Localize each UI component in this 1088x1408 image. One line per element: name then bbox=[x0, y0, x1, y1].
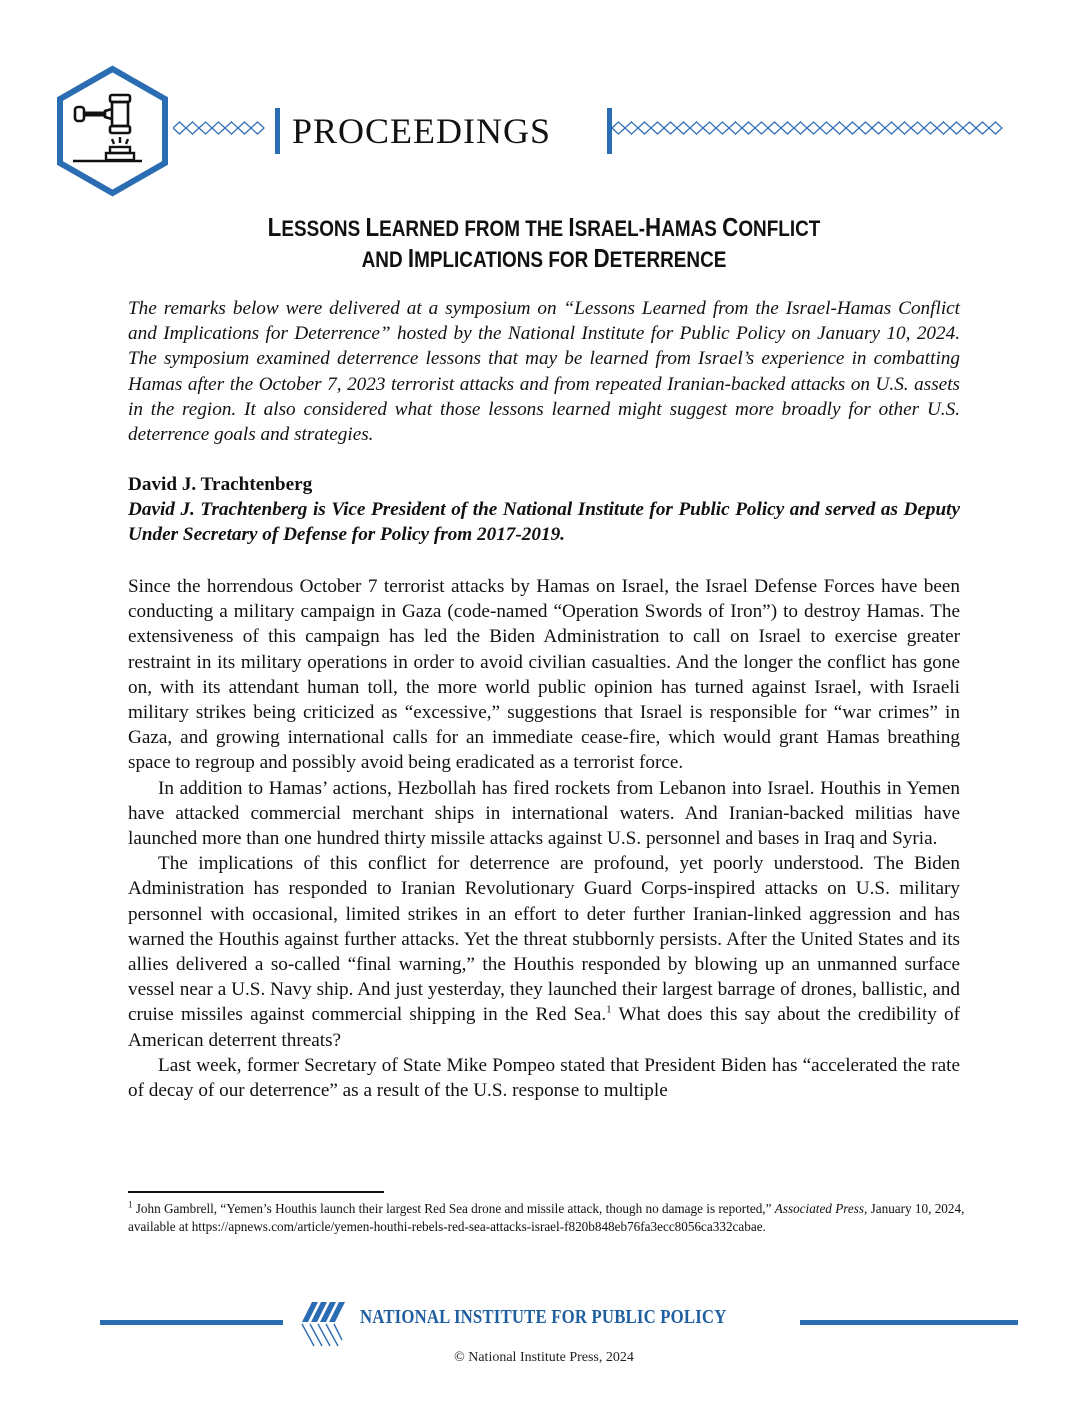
author-bio: David J. Trachtenberg is Vice President of the National Institute for Public Policy and served as Deputy Under Secretary of Defense for Policy from 2017-2019. bbox=[128, 499, 960, 546]
footnote-divider bbox=[128, 1191, 384, 1193]
diamond bbox=[924, 122, 937, 134]
gavel-icon bbox=[55, 65, 170, 197]
diamond bbox=[768, 122, 781, 134]
footer-rule-right bbox=[800, 1320, 1018, 1325]
diamond bbox=[781, 122, 794, 134]
diamond bbox=[703, 122, 716, 134]
document-title-line-2: AND IMPLICATIONS FOR DETERRENCE bbox=[361, 243, 727, 273]
body-text: The implications of this conflict for deterrence are profound, yet poorly understood. The Biden Administration has responded to Iranian Revolutionary Guard Corps-inspired attacks on U.S. military personnel with occasional, limited strikes in an effort to deter further Iranian-linked aggression and has warned the Houthis against further attacks. Yet the threat stubbornly persists. After the United States and its allies delivered a so-called “final warning,” the Houthis responded by blowing up an unmanned surface vessel near a U.S. Navy ship. And just yesterday, they launched their largest barrage of drones, ballistic, and cruise missiles against commercial shipping in the Red Sea. bbox=[128, 853, 960, 1026]
diamond bbox=[212, 122, 225, 134]
diamond bbox=[872, 122, 885, 134]
intro-paragraph: The remarks below were delivered at a symposium on “Lessons Learned from the Israel-Hamas Conflict and Implications for Deterrence” hosted by the National Institute for Public Policy on January 10, 2024. The symposium examined deterrence lessons that may be learned from Israel’s experience in combatting Hamas after the October 7, 2023 terrorist attacks and from repeated Iranian-backed attacks on U.S. assets in the region. It also considered what those lessons learned might suggest more broadly for other U.S. deterrence goals and strategies. bbox=[128, 298, 960, 446]
diamond bbox=[173, 122, 186, 134]
diamond bbox=[238, 122, 251, 134]
footnote-source: Associated Press bbox=[774, 1201, 865, 1216]
diamond bbox=[807, 122, 820, 134]
diamond bbox=[950, 122, 963, 134]
diamond-chain-right bbox=[612, 121, 1012, 135]
diamond bbox=[911, 122, 924, 134]
diamond bbox=[612, 122, 625, 134]
diamond bbox=[820, 122, 833, 134]
diamond-chain-left bbox=[173, 121, 274, 135]
footnote-text: John Gambrell, “Yemen’s Houthis launch their largest Red Sea drone and missile attack, though no damage is reported,” bbox=[132, 1201, 775, 1216]
diamond bbox=[664, 122, 677, 134]
footnote-ref[interactable]: 1 bbox=[606, 1004, 612, 1017]
document-title-line-1: LESSONS LEARNED FROM THE ISRAEL-HAMAS CONFLICT bbox=[267, 212, 821, 242]
diamond bbox=[859, 122, 872, 134]
footnote bbox=[128, 1200, 968, 1236]
body-paragraph: Since the horrendous October 7 terrorist attacks by Hamas on Israel, the Israel Defense Forces have been conducting a military campaign in Gaza (code-named “Operation Swords of Iron”) to destroy Hamas. The extensiveness of this campaign has led the Biden Administration to call on Israel to exercise greater restraint in its military operations in order to avoid civilian casualties. And the longer the conflict has gone on, with its attendant human toll, the more world public opinion has turned against Israel, with Israeli military strikes being criticized as “excessive,” suggestions that Israel is responsible for “war crimes” in Gaza, and growing international calls for an immediate cease-fire, which would grant Hamas breathing space to regroup and possibly avoid being eradicated as a terrorist force. bbox=[128, 576, 960, 774]
diamond bbox=[716, 122, 729, 134]
diamond bbox=[755, 122, 768, 134]
diamond bbox=[225, 122, 238, 134]
diamond bbox=[963, 122, 976, 134]
diamond bbox=[937, 122, 950, 134]
diamond bbox=[186, 122, 199, 134]
body-paragraph bbox=[128, 851, 960, 1053]
diamond bbox=[199, 122, 212, 134]
diamond bbox=[885, 122, 898, 134]
diamond bbox=[690, 122, 703, 134]
diamond bbox=[251, 122, 264, 134]
body-text: What does this say about the credibility of American deterrent threats? bbox=[128, 1004, 960, 1051]
diamond bbox=[833, 122, 846, 134]
banner-bar-left bbox=[275, 108, 280, 154]
body-paragraph: Last week, former Secretary of State Mike Pompeo stated that President Biden has “accelerated the rate of decay of our deterrence” as a result of the U.S. response to multiple bbox=[128, 1054, 960, 1102]
author-name: David J. Trachtenberg bbox=[128, 474, 313, 495]
banner-label: PROCEEDINGS bbox=[292, 111, 552, 151]
footnote-link[interactable]: , January 10, 2024, available at https://apnews.com/article/yemen-houthi-rebels-red-sea-attacks-israel-f820b848eb76fa3ecc8056ca332cabae. bbox=[128, 1201, 965, 1234]
diamond bbox=[976, 122, 989, 134]
copyright: © National Institute Press, 2024 bbox=[454, 1350, 634, 1365]
diamond bbox=[794, 122, 807, 134]
diamond bbox=[638, 122, 651, 134]
diamond bbox=[898, 122, 911, 134]
diamond bbox=[677, 122, 690, 134]
diamond bbox=[989, 122, 1002, 134]
diamond bbox=[846, 122, 859, 134]
article-body bbox=[128, 574, 960, 1103]
body-paragraph: In addition to Hamas’ actions, Hezbollah has fired rockets from Lebanon into Israel. Houthis in Yemen have attacked commercial merchant ships in international waters. And Iranian-backed militias have launched more than one hundred thirty missile attacks against U.S. personnel and bases in Iraq and Syria. bbox=[128, 777, 960, 850]
institute-name: NATIONAL INSTITUTE FOR PUBLIC POLICY bbox=[360, 1307, 727, 1328]
diamond bbox=[742, 122, 755, 134]
footer-rule-left bbox=[100, 1320, 283, 1325]
diamond bbox=[651, 122, 664, 134]
footnote-number: 1 bbox=[128, 1199, 133, 1210]
diamond bbox=[729, 122, 742, 134]
institute-logo-icon bbox=[298, 1300, 354, 1350]
diamond bbox=[625, 122, 638, 134]
